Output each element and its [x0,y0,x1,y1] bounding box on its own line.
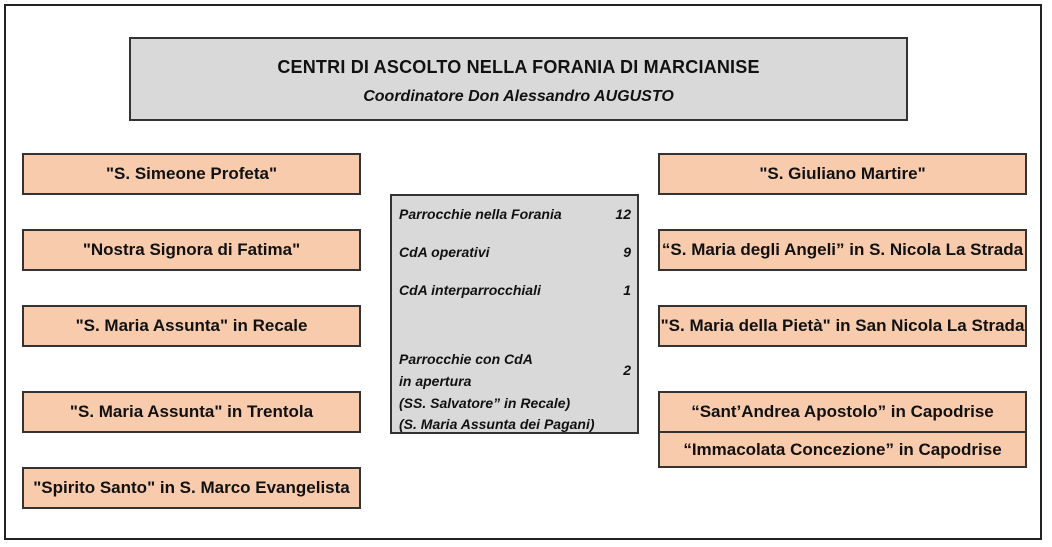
stat-parrocchie-label: Parrocchie nella Forania [399,206,562,222]
coordinator-subtitle: Coordinatore Don Alessandro AUGUSTO [363,88,674,105]
stat-parrocchie-value: 12 [615,206,631,222]
stat-apertura-label-4: (S. Maria Assunta dei Pagani) [399,416,595,432]
center-box-assunta-recale: "S. Maria Assunta" in Recale [22,305,361,347]
center-box-s-simeone: "S. Simeone Profeta" [22,153,361,195]
center-box-s-giuliano: "S. Giuliano Martire" [658,153,1027,195]
stat-operativi-value: 9 [623,244,631,260]
stat-apertura-label-2: in apertura [399,373,472,389]
center-box-maria-pieta: "S. Maria della Pietà" in San Nicola La Strada [658,305,1027,347]
stat-interparrocchiali-label: CdA interparrocchiali [399,282,541,298]
stat-apertura-label-1: Parrocchie con CdA [399,351,533,367]
page-title: CENTRI DI ASCOLTO NELLA FORANIA DI MARCIANISE [277,57,760,77]
stats-box [390,194,639,434]
stat-apertura-value: 2 [623,362,631,378]
center-box-maria-angeli: “S. Maria degli Angeli” in S. Nicola La Strada [658,229,1027,271]
center-box-assunta-trentola: "S. Maria Assunta" in Trentola [22,391,361,433]
center-box-fatima: "Nostra Signora di Fatima" [22,229,361,271]
center-box-immacolata: “Immacolata Concezione” in Capodrise [658,431,1027,468]
stat-operativi-label: CdA operativi [399,244,490,260]
center-box-sant-andrea: “Sant’Andrea Apostolo” in Capodrise [658,391,1027,433]
center-box-spirito-santo: "Spirito Santo" in S. Marco Evangelista [22,467,361,509]
stat-apertura-label-3: (SS. Salvatore” in Recale) [399,395,571,411]
stat-interparrocchiali-value: 1 [623,282,631,298]
header-box [129,37,908,121]
